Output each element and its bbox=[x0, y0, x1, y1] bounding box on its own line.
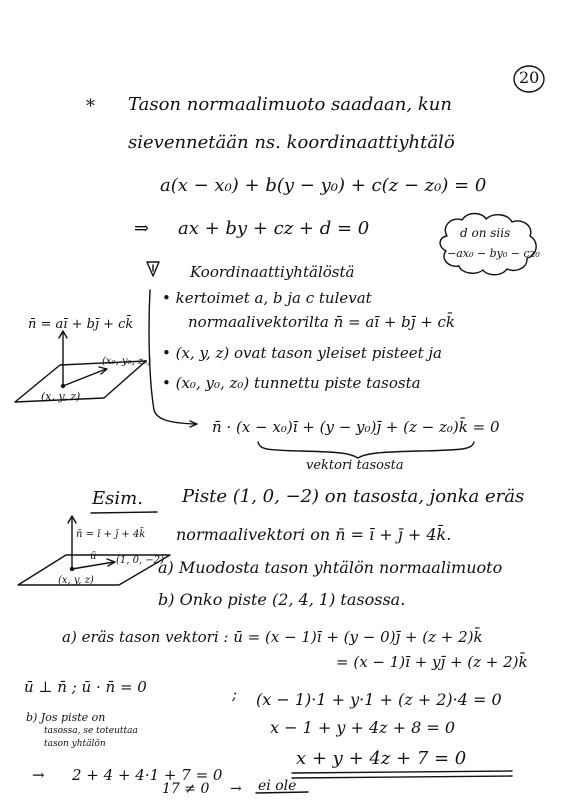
figure2-vector-label: ū bbox=[90, 551, 97, 562]
page-number: 20 bbox=[519, 68, 540, 87]
solution-b-line-3: tason yhtälön bbox=[44, 739, 106, 749]
figure2-known-point: (1, 0, −2) bbox=[116, 555, 164, 566]
example-task-b: b) Onko piste (2, 4, 1) tasossa. bbox=[158, 590, 406, 609]
solution-b-conclusion: ei ole bbox=[258, 778, 297, 794]
note-bullet-1-line-1: • kertoimet a, b ja c tulevat bbox=[162, 289, 372, 307]
example-line-1: Piste (1, 0, −2) on tasosta, jonka eräs bbox=[182, 486, 525, 507]
solution-b-line-1: b) Jos piste on bbox=[26, 711, 106, 724]
solution-b-conclusion-arrow: → bbox=[230, 781, 242, 797]
coordinate-equation: a(x − x₀) + b(y − y₀) + c(z − z₀) = 0 bbox=[160, 175, 487, 196]
solution-b-arrow: → bbox=[32, 766, 45, 784]
example-label: Esim. bbox=[92, 488, 143, 509]
cloud-note-line-2: −ax₀ − by₀ − cz₀ bbox=[447, 247, 540, 260]
example-task-a: a) Muodosta tason yhtälön normaalimuoto bbox=[158, 558, 503, 577]
intro-line-2: sievennetään ns. koordinaattiyhtälö bbox=[128, 132, 455, 153]
separator-semicolon: ; bbox=[232, 685, 238, 703]
figure1-known-point: (x₀, y₀, z₀) bbox=[102, 356, 152, 367]
bullet-star: * bbox=[86, 96, 95, 117]
solution-b-line-2: tasossa, se toteuttaa bbox=[44, 726, 138, 736]
dot-product-equation: n̄ · (x − x₀)ī + (y − y₀)j̄ + (z − z₀)k̄ = 0 bbox=[212, 418, 500, 436]
cloud-note-line-1: d on siis bbox=[460, 226, 511, 240]
figure2-normal-label: n̄ = ī + j̄ + 4k̄ bbox=[76, 529, 146, 540]
solution-b-calculation: 2 + 4 + 4·1 + 7 = 0 bbox=[72, 766, 223, 784]
plane-figure-1 bbox=[15, 361, 146, 402]
intro-line-1: Tason normaalimuoto saadaan, kun bbox=[128, 94, 452, 115]
perpendicular-condition: ū ⊥ n̄ ; ū · n̄ = 0 bbox=[24, 678, 147, 696]
vector-brace bbox=[258, 442, 474, 458]
solution-step-2: x − 1 + y + 4z + 8 = 0 bbox=[270, 718, 456, 737]
note-cloud bbox=[440, 214, 536, 275]
solution-step-1: (x − 1)·1 + y·1 + (z + 2)·4 = 0 bbox=[256, 690, 502, 709]
note-bullet-2: • (x, y, z) ovat tason yleiset pisteet ja bbox=[162, 344, 442, 362]
figure2-general-point: (x, y, z) bbox=[58, 575, 94, 586]
note-bullet-3: • (x₀, y₀, z₀) tunnettu piste tasosta bbox=[162, 374, 421, 392]
implies-arrow: ⇒ bbox=[134, 218, 150, 239]
solution-final-answer: x + y + 4z + 7 = 0 bbox=[296, 748, 467, 769]
note-heading: Koordinaattiyhtälöstä bbox=[190, 263, 355, 281]
solution-a-line-1: a) eräs tason vektori : ū = (x − 1)ī + (y − 0)j̄ + (z + 2)k̄ bbox=[62, 628, 483, 646]
note-bullet-1-line-2: normaalivektorilta n̄ = aī + bj̄ + ck̄ bbox=[188, 313, 456, 331]
solution-a-line-2: = (x − 1)ī + yj̄ + (z + 2)k̄ bbox=[336, 653, 528, 671]
vector-in-plane-label: vektori tasosta bbox=[306, 458, 404, 473]
answer-underline bbox=[292, 771, 512, 773]
normal-form-equation: ax + by + cz + d = 0 bbox=[178, 218, 370, 239]
figure1-normal-label: n̄ = aī + bj̄ + ck̄ bbox=[28, 317, 134, 332]
figure1-general-point: (x, y, z) bbox=[41, 390, 81, 403]
solution-b-result: 17 ≠ 0 bbox=[162, 781, 210, 797]
example-line-2: normaalivektori on n̄ = ī + j̄ + 4k̄. bbox=[176, 525, 452, 544]
